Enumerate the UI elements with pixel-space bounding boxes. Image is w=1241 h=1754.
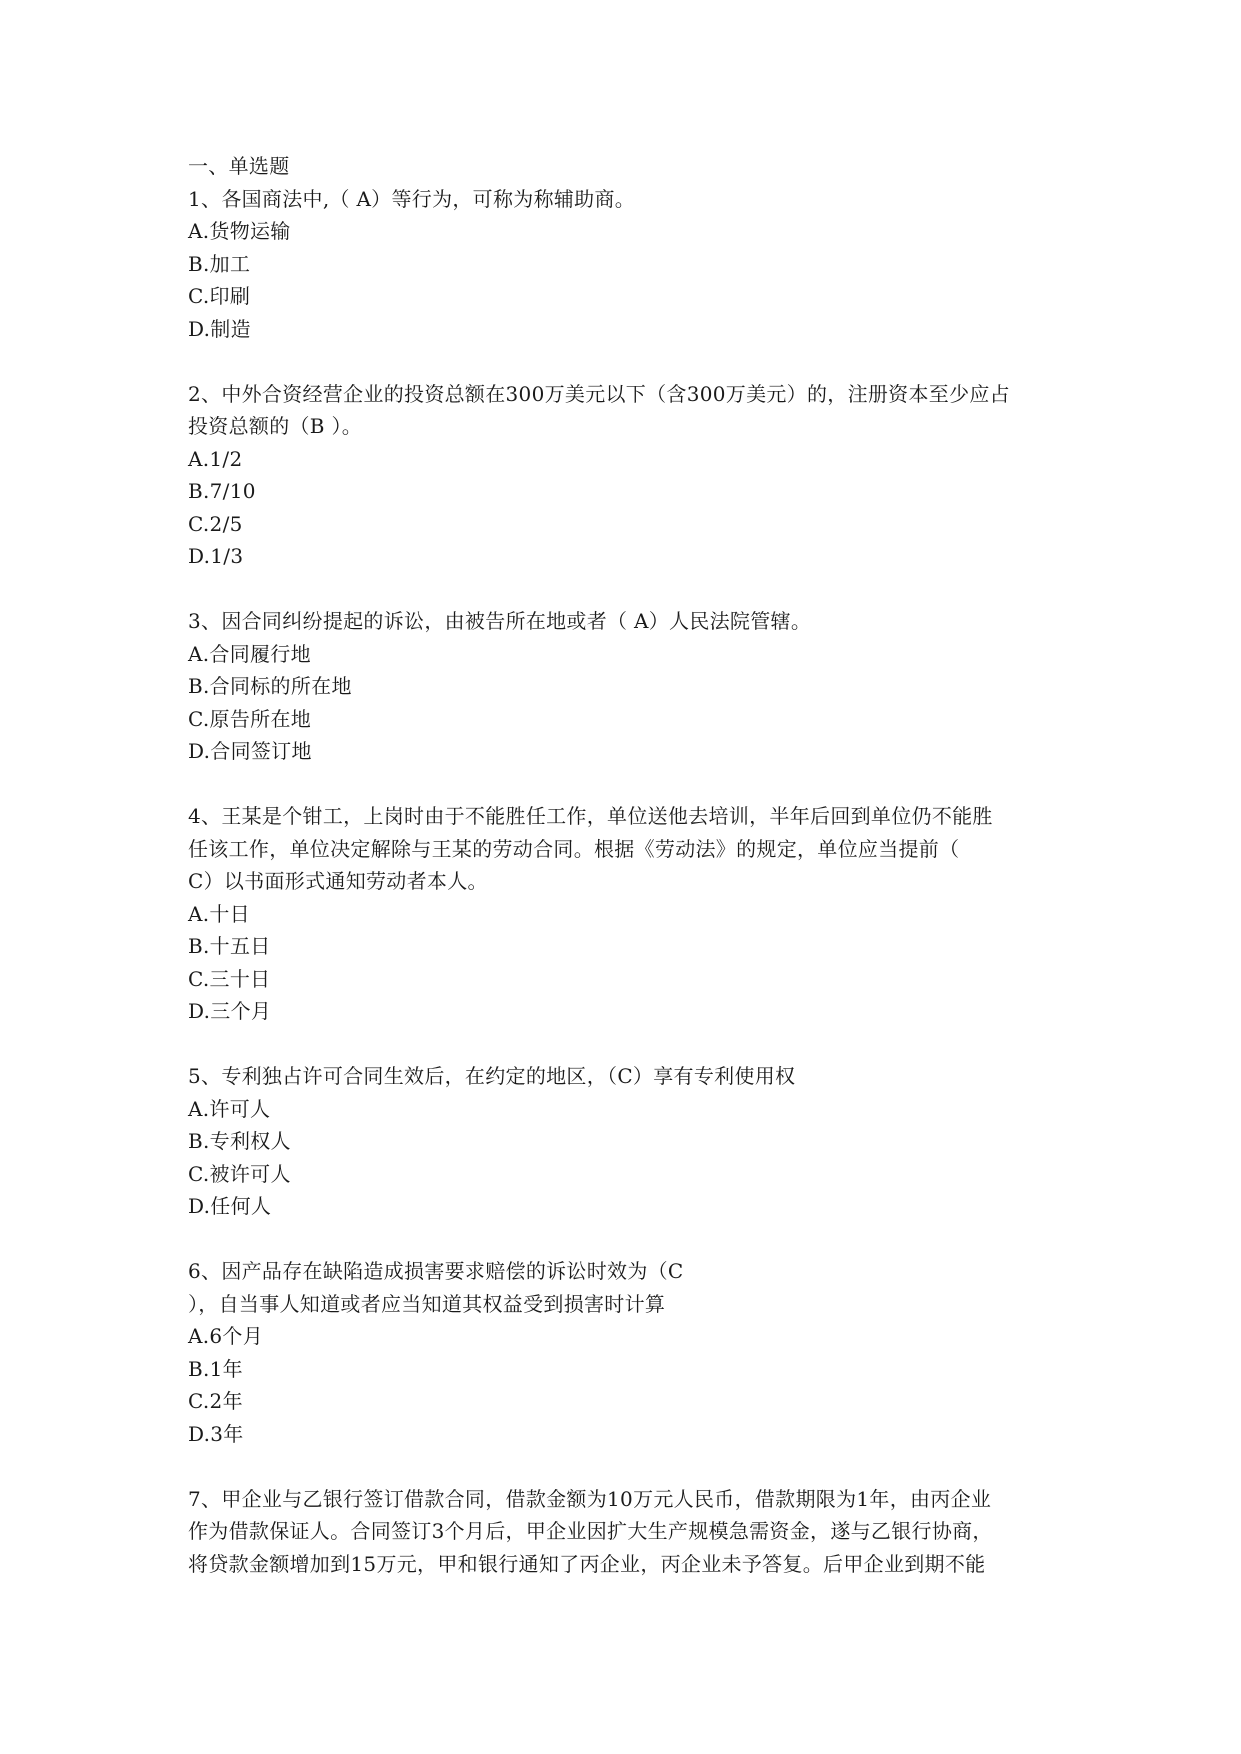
question-stem: 1、各国商法中,（ A）等行为，可称为称辅助商。 bbox=[188, 186, 636, 211]
option-b: B.7/10 bbox=[188, 479, 256, 503]
question-stem: 3、因合同纠纷提起的诉讼，由被告所在地或者（ A）人民法院管辖。 bbox=[188, 609, 812, 633]
option-c: C.原告所在地 bbox=[188, 706, 312, 731]
option-b: B.专利权人 bbox=[188, 1129, 291, 1153]
option-a: A.十日 bbox=[188, 901, 251, 926]
option-a: A.1/2 bbox=[188, 446, 243, 471]
option-c: C.2/5 bbox=[188, 511, 243, 536]
option-a: A.6个月 bbox=[188, 1324, 264, 1348]
option-b: B.1年 bbox=[188, 1356, 243, 1381]
option-d: D.三个月 bbox=[188, 999, 272, 1023]
question-4 bbox=[188, 800, 1068, 1028]
question-1 bbox=[188, 183, 1068, 346]
option-d: D.1/3 bbox=[188, 544, 244, 568]
question-3 bbox=[188, 605, 1068, 768]
option-a: A.货物运输 bbox=[188, 219, 291, 243]
option-c: C.三十日 bbox=[188, 966, 271, 991]
option-a: A.许可人 bbox=[188, 1096, 271, 1121]
option-b: B.十五日 bbox=[188, 934, 271, 958]
question-2 bbox=[188, 378, 1068, 573]
question-stem: 7、甲企业与乙银行签订借款合同，借款金额为10万元人民币，借款期限为1年，由丙企业 作为借款保证人。合同签订3个月后，甲企业因扩大生产规模急需资金，遂与乙银行协商， 将贷款金额增加到15万元，甲和银行通知了丙企业，丙企业未予答复。后甲企业到期不能 bbox=[188, 1486, 993, 1576]
question-stem: 4、王某是个钳工，上岗时由于不能胜任工作，单位送他去培训，半年后回到单位仍不能胜 任该工作，单位决定解除与王某的劳动合同。根据《劳动法》的规定，单位应当提前（ C）以书面形式通知劳动者本人。 bbox=[188, 804, 993, 893]
option-b: B.加工 bbox=[188, 251, 251, 276]
option-d: D.制造 bbox=[188, 316, 251, 341]
option-a: A.合同履行地 bbox=[188, 641, 311, 666]
question-7 bbox=[188, 1483, 1068, 1581]
document-page bbox=[188, 150, 1068, 1580]
option-b: B.合同标的所在地 bbox=[188, 674, 352, 698]
option-c: C.被许可人 bbox=[188, 1161, 291, 1186]
question-stem: 5、专利独占许可合同生效后，在约定的地区，（C）享有专利使用权 bbox=[188, 1064, 796, 1088]
option-c: C.2年 bbox=[188, 1389, 243, 1413]
question-stem: 6、因产品存在缺陷造成损害要求赔偿的诉讼时效为（C ），自当事人知道或者应当知道其权益受到损害时计算 bbox=[188, 1259, 684, 1316]
option-c: C.印刷 bbox=[188, 284, 251, 308]
question-5 bbox=[188, 1060, 1068, 1223]
question-stem: 2、中外合资经营企业的投资总额在300万美元以下（含300万美元）的，注册资本至少应占 投资总额的（B ）。 bbox=[188, 381, 1010, 438]
option-d: D.合同签订地 bbox=[188, 739, 312, 763]
section-title: 一、单选题 bbox=[188, 154, 290, 178]
question-6 bbox=[188, 1255, 1068, 1450]
option-d: D.任何人 bbox=[188, 1194, 272, 1218]
option-d: D.3年 bbox=[188, 1421, 244, 1446]
